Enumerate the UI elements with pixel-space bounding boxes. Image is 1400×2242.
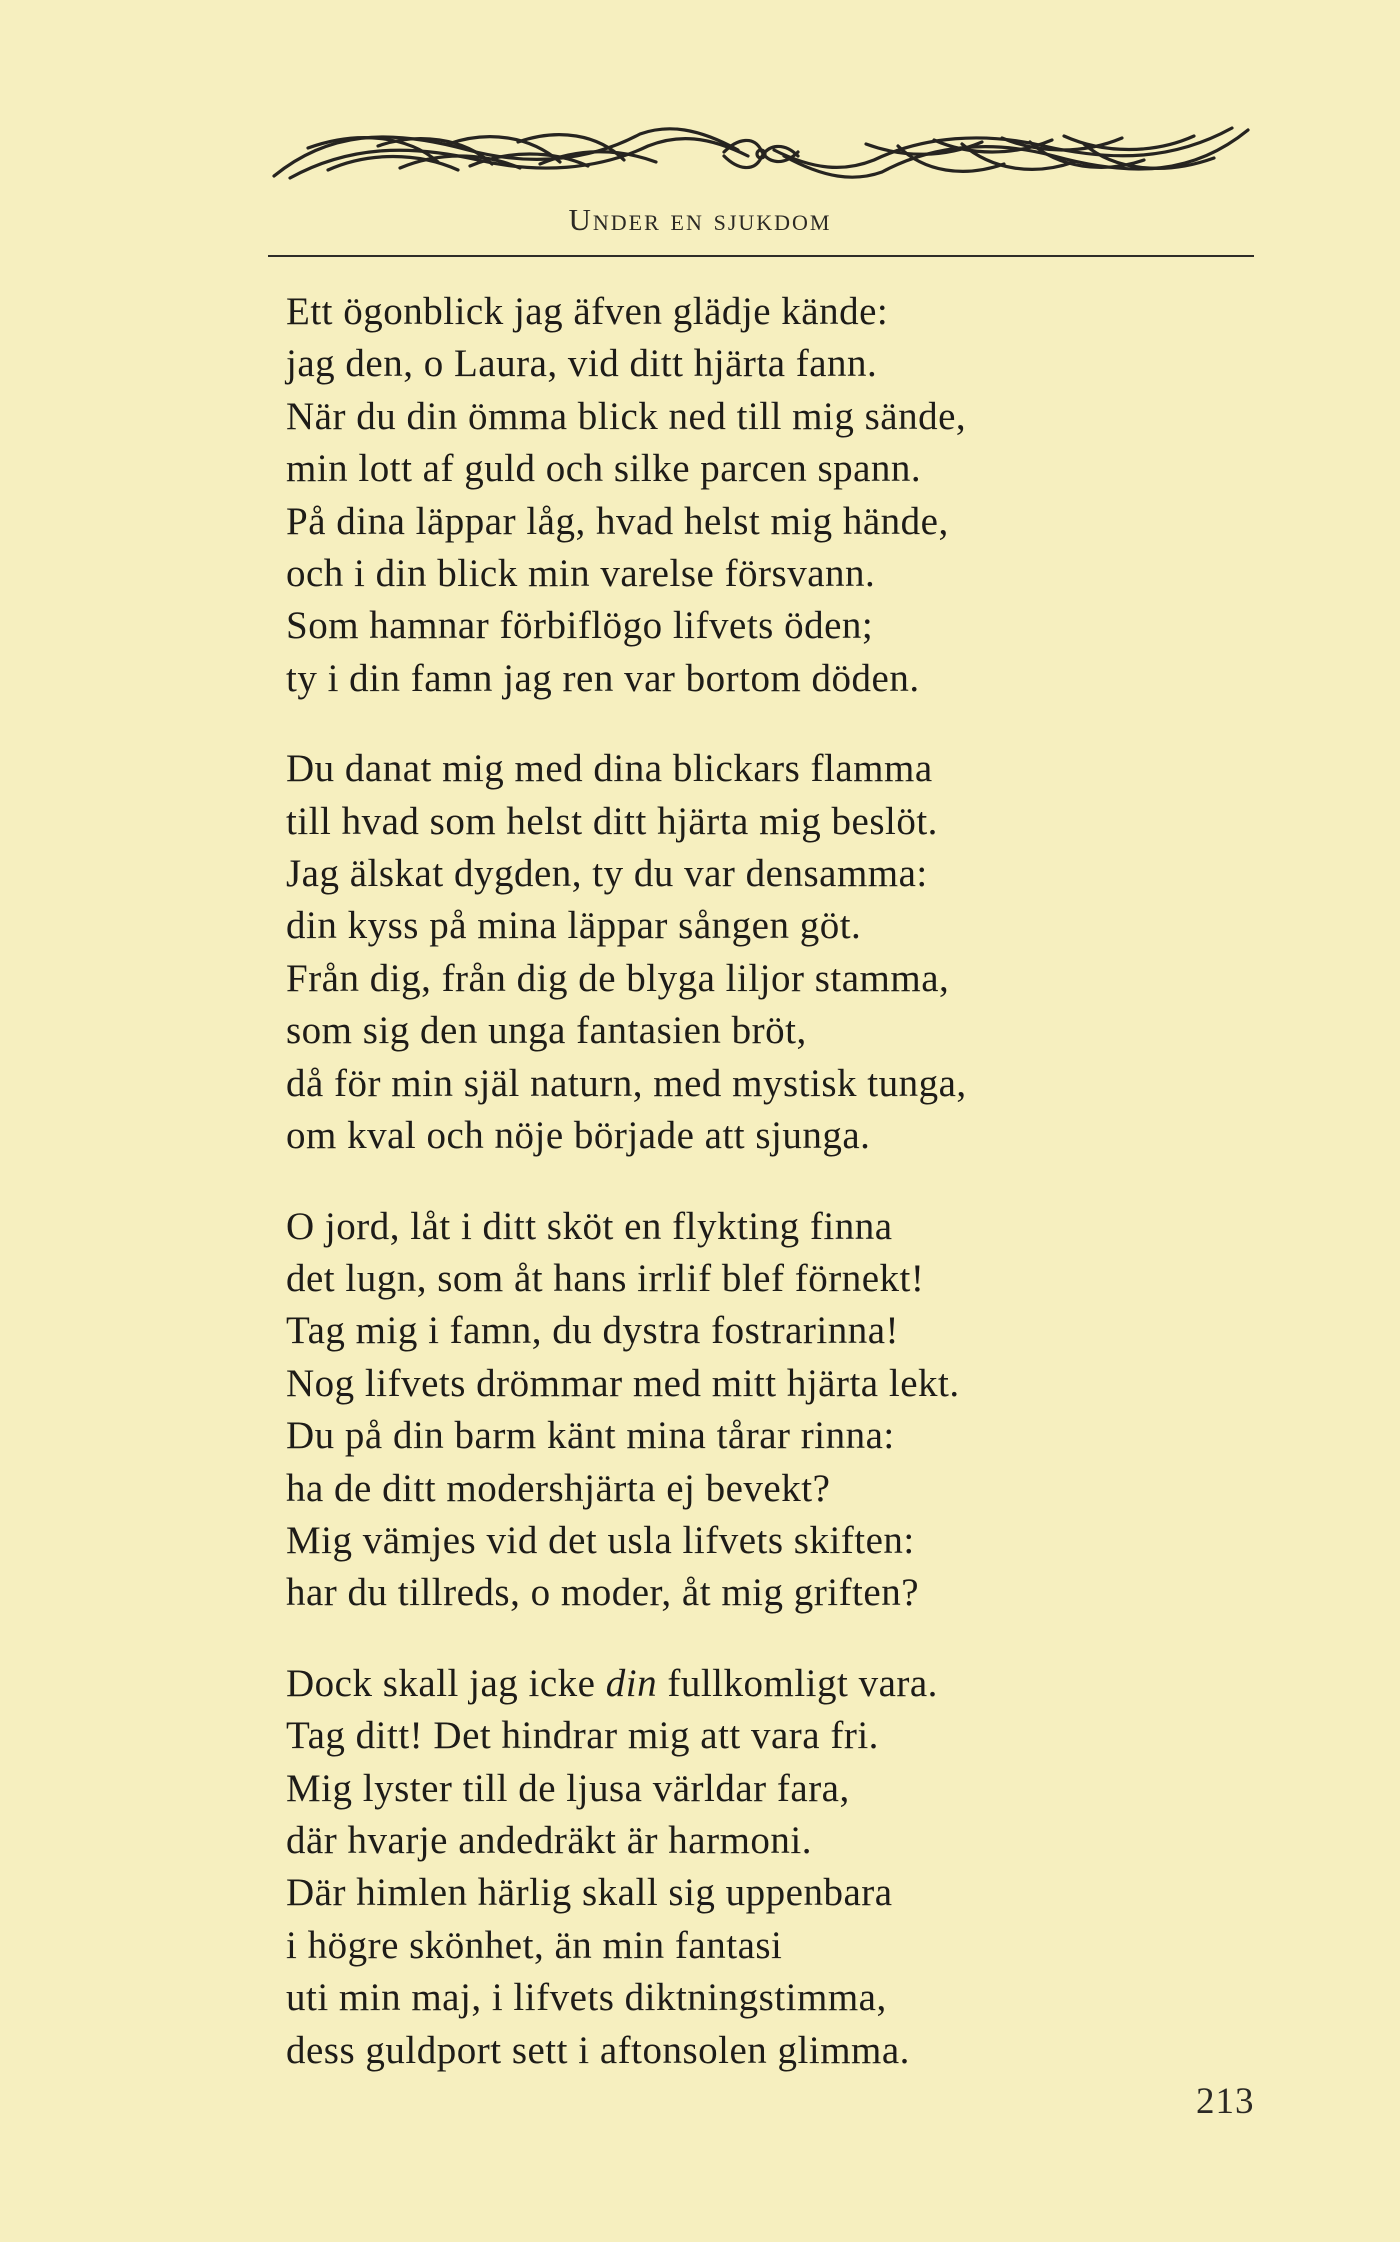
verse-line: och i din blick min varelse försvann. bbox=[286, 552, 876, 596]
verse-line: uti min maj, i lifvets diktningstimma, bbox=[286, 1976, 887, 2020]
verse-line: till hvad som helst ditt hjärta mig beslöt. bbox=[286, 799, 938, 843]
poem-body bbox=[286, 286, 1246, 2115]
stanza-3 bbox=[286, 1201, 1246, 1620]
verse-line: jag den, o Laura, vid ditt hjärta fann. bbox=[286, 342, 878, 386]
verse-line: Tag ditt! Det hindrar mig att vara fri. bbox=[286, 1714, 879, 1758]
verse-line: Ett ögonblick jag äfven glädje kände: bbox=[286, 290, 889, 333]
stanza-2 bbox=[286, 743, 1246, 1162]
verse-line: Från dig, från dig de blyga liljor stamma, bbox=[286, 956, 950, 1000]
verse-line: det lugn, som åt hans irrlif blef förnekt! bbox=[286, 1256, 925, 1300]
verse-line: Som hamnar förbiflögo lifvets öden; bbox=[286, 604, 874, 648]
verse-line: Du danat mig med dina blickars flamma bbox=[286, 747, 933, 791]
verse-line: som sig den unga fantasien bröt, bbox=[286, 1009, 807, 1053]
verse-line: min lott af guld och silke parcen spann. bbox=[286, 447, 922, 491]
verse-line: På dina läppar låg, hvad helst mig hände, bbox=[286, 499, 949, 543]
verse-line: Tag mig i famn, du dystra fostrarinna! bbox=[286, 1309, 900, 1353]
verse-line: har du tillreds, o moder, åt mig griften? bbox=[286, 1571, 920, 1615]
verse-line: dess guldport sett i aftonsolen glimma. bbox=[286, 2028, 910, 2072]
verse-line: om kval och nöje började att sjunga. bbox=[286, 1114, 871, 1158]
verse-line: ha de ditt modershjärta ej bevekt? bbox=[286, 1466, 831, 1510]
verse-line: Jag älskat dygden, ty du var densamma: bbox=[286, 852, 928, 896]
braided-knot-ornament-icon bbox=[268, 122, 1254, 184]
verse-line: då för min själ naturn, med mystisk tunga, bbox=[286, 1061, 967, 1105]
verse-line: När du din ömma blick ned till mig sände, bbox=[286, 394, 967, 438]
stanza-4 bbox=[286, 1658, 1246, 2077]
page-number: 213 bbox=[1196, 2081, 1255, 2122]
verse-line: i högre skönhet, än min fantasi bbox=[286, 1923, 783, 1967]
running-head: Under en sjukdom bbox=[568, 202, 832, 237]
verse-line: Mig vämjes vid det usla lifvets skiften: bbox=[286, 1518, 915, 1562]
verse-line: Mig lyster till de ljusa världar fara, bbox=[286, 1766, 850, 1810]
verse-line: Du på din barm känt mina tårar rinna: bbox=[286, 1414, 895, 1458]
verse-line: ty i din famn jag ren var bortom döden. bbox=[286, 656, 920, 700]
stanza-1 bbox=[286, 286, 1246, 705]
verse-line: Där himlen härlig skall sig uppenbara bbox=[286, 1871, 893, 1915]
header-rule bbox=[268, 255, 1254, 257]
verse-line: Dock skall jag icke din fullkomligt vara. bbox=[286, 1661, 938, 1705]
verse-line: O jord, låt i ditt sköt en flykting finna bbox=[286, 1204, 893, 1248]
verse-line: där hvarje andedräkt är harmoni. bbox=[286, 1818, 813, 1862]
verse-line: din kyss på mina läppar sången göt. bbox=[286, 904, 862, 948]
verse-line: Nog lifvets drömmar med mitt hjärta lekt. bbox=[286, 1361, 960, 1405]
